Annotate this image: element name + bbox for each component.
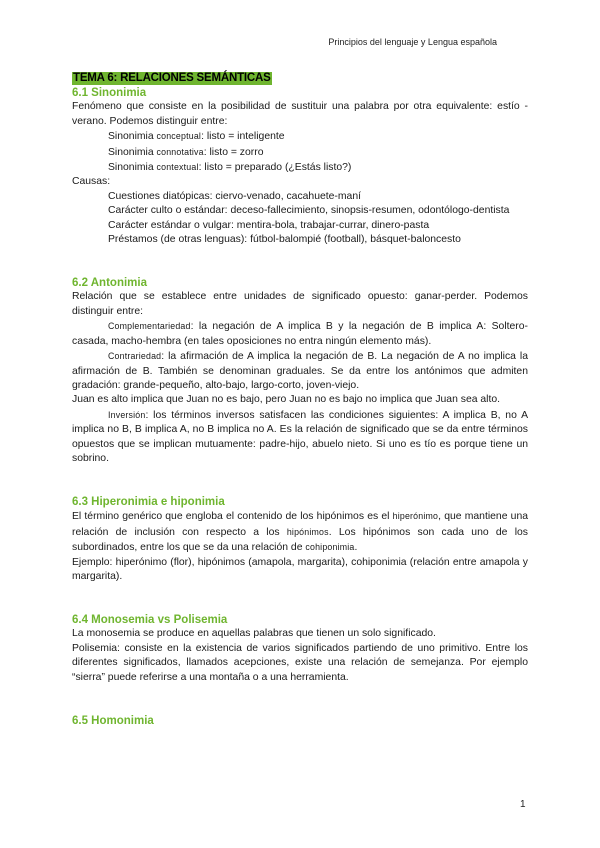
causas-label: Causas: (72, 176, 111, 188)
cause-item: Cuestiones diatópicas: ciervo-venado, cacahuete-maní (108, 190, 361, 202)
antonimia-complementariedad: Complementariedad: la negación de A implica B y la negación de B implica A: Soltero-casada, macho-hembra (en tales oposiciones no entra ningún elemento más). (72, 321, 528, 347)
section-heading-sinonimia: 6.1 Sinonimia (72, 87, 147, 100)
antonimia-contrariedad: Contrariedad: la afirmación de A implica la negación de B. La negación de A no implica la afirmación de B. También se denominan graduales. Se da entre los antónimos que admiten gradación: grande-pequeño, alto-bajo, largo-corto, joven-viejo. (72, 351, 528, 391)
hiperonimia-example: Ejemplo: hiperónimo (flor), hipónimos (amapola, margarita), cohiponimia (relación entre amapola y margarita). (72, 556, 528, 582)
sinonimia-type: Sinonimia conceptual: listo = inteligente (108, 131, 285, 143)
monosemia-paragraph: La monosemia se produce en aquellas palabras que tienen un solo significado. (72, 628, 436, 640)
cause-item: Carácter estándar o vulgar: mentira-bola, trabajar-currar, dinero-pasta (108, 219, 430, 231)
chapter-title: TEMA 6: RELACIONES SEMÁNTICAS (73, 72, 271, 84)
antonimia-intro: Relación que se establece entre unidades de significado opuesto: ganar-perder. Podemos distinguir entre: (72, 291, 528, 317)
page-number: 1 (520, 799, 526, 810)
section-heading-homonimia: 6.5 Homonimia (72, 715, 154, 727)
section-heading-polisemia: 6.4 Monosemia vs Polisemia (72, 614, 228, 627)
running-header: Principios del lenguaje y Lengua española (328, 37, 497, 47)
cause-item: Carácter culto o estándar: deceso-fallecimiento, sinopsis-resumen, odontólogo-dentista (108, 205, 510, 217)
sinonimia-type: Sinonimia connotativa: listo = zorro (108, 146, 264, 158)
document-body (72, 72, 528, 728)
cause-item: Préstamos (de otras lenguas): fútbol-balompié (football), básquet-baloncesto (108, 234, 461, 246)
sinonimia-intro: Fenómeno que consiste en la posibilidad de sustituir una palabra por otra equivalente: estío - verano. Podemos distinguir entre: (72, 101, 528, 127)
polisemia-paragraph: Polisemia: consiste en la existencia de varios significados partiendo de uno primitivo. Entre los diferentes significados, llamados acepciones, existe una relación de semejanza. Por ejemplo “sierra” puede referirse a una montaña o a una herramienta. (72, 642, 528, 683)
antonimia-example: Juan es alto implica que Juan no es bajo, pero Juan no es bajo no implica que Juan sea alto. (72, 394, 501, 406)
sinonimia-type: Sinonimia contextual: listo = preparado (¿Estás listo?) (108, 162, 352, 174)
section-heading-hiperonimia: 6.3 Hiperonimia e hiponimia (72, 496, 225, 509)
section-heading-antonimia: 6.2 Antonimia (72, 277, 147, 290)
antonimia-inversion: Inversión: los términos inversos satisfacen las condiciones siguientes: A implica B, no A implica no B, B implica A, no B implica no A. Es la relación de significado que se da entre términos opuestos que se implican mutuamente: padre-hijo, abuelo nieto. Si uno es tío es porque tiene un sobrino. (72, 409, 528, 464)
hiperonimia-paragraph: El término genérico que engloba el contenido de los hipónimos es el hiperónimo, que mantiene una relación de inclusión con respecto a los hipónimos. Los hipónimos son cada uno de los subordinados, entre los que se da una relación de cohiponimia. (72, 511, 528, 554)
